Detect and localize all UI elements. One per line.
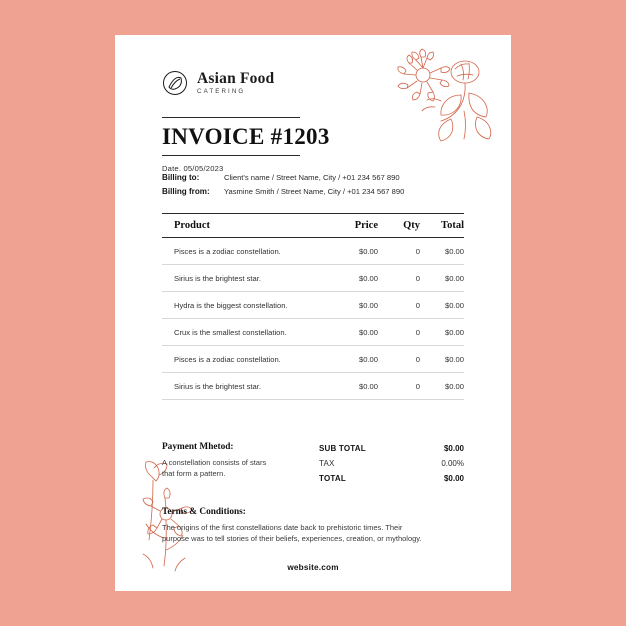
invoice-document: [115, 35, 511, 591]
tax-row: [319, 459, 464, 468]
subtotal-label: SUB TOTAL: [319, 444, 366, 453]
column-header-price: Price: [354, 220, 378, 231]
billing-section: [162, 173, 404, 201]
cell-price: $0.00: [358, 354, 378, 364]
cell-total: $0.00: [444, 327, 464, 337]
invoice-date: Date. 05/05/2023: [162, 164, 224, 173]
title-divider-bottom: [162, 155, 300, 156]
cell-product: Sirius is the brightest star.: [174, 381, 261, 391]
tax-value: 0.00%: [441, 459, 464, 468]
cell-total: $0.00: [444, 273, 464, 283]
summary-section: [162, 442, 464, 489]
terms-line2: purpose was to tell stories of their beliefs, experiences, creation, or mythology.: [162, 534, 422, 544]
cell-total: $0.00: [444, 246, 464, 256]
brand-logo: [162, 70, 274, 96]
billing-to-label: Billing to:: [162, 173, 200, 182]
cell-product: Sirius is the brightest star.: [174, 273, 261, 283]
table-row: [162, 373, 464, 400]
cell-price: $0.00: [358, 246, 378, 256]
terms-title: Terms & Conditions:: [162, 507, 246, 517]
table-header-row: [162, 213, 464, 238]
table-row: [162, 319, 464, 346]
tax-label: TAX: [319, 459, 335, 468]
cell-price: $0.00: [358, 273, 378, 283]
cell-total: $0.00: [444, 354, 464, 364]
website-link[interactable]: website.com: [287, 563, 339, 572]
terms-section: [162, 507, 464, 572]
cell-product: Pisces is a zodiac constellation.: [174, 246, 281, 256]
cell-qty: 0: [415, 246, 420, 256]
billing-to-row: [162, 173, 404, 182]
floral-decoration-top-right: [365, 47, 505, 147]
cell-qty: 0: [415, 381, 420, 391]
table-row: [162, 265, 464, 292]
total-value: $0.00: [443, 474, 464, 483]
billing-from-value: Yasmine Smith / Street Name, City / +01 234 567 890: [224, 187, 405, 196]
subtotal-row: [319, 444, 464, 453]
circle-leaf-icon: [162, 70, 188, 96]
cell-price: $0.00: [358, 381, 378, 391]
billing-to-value: Client's name / Street Name, City / +01 234 567 890: [224, 173, 400, 182]
column-header-product: Product: [174, 220, 210, 231]
table-row: [162, 346, 464, 373]
cell-total: $0.00: [444, 300, 464, 310]
terms-line1: The origins of the first constellations date back to prehistoric times. Their: [162, 523, 403, 532]
cell-product: Pisces is a zodiac constellation.: [174, 354, 281, 364]
payment-method-line2: that form a pattern.: [162, 468, 226, 478]
subtotal-value: $0.00: [443, 444, 464, 453]
cell-price: $0.00: [358, 327, 378, 337]
cell-qty: 0: [415, 273, 420, 283]
cell-price: $0.00: [358, 300, 378, 310]
cell-qty: 0: [415, 300, 420, 310]
billing-from-label: Billing from:: [162, 187, 210, 196]
total-row: [319, 474, 464, 483]
title-divider-top: [162, 117, 300, 118]
payment-method-block: [162, 442, 312, 489]
column-header-total: Total: [441, 220, 464, 231]
payment-method-line1: A constellation consists of stars: [162, 458, 267, 467]
column-header-qty: Qty: [403, 220, 420, 231]
brand-name: Asian Food: [197, 69, 275, 87]
cell-qty: 0: [415, 354, 420, 364]
cell-qty: 0: [415, 327, 420, 337]
cell-total: $0.00: [444, 381, 464, 391]
billing-from-row: [162, 187, 404, 196]
payment-method-title: Payment Mhetod:: [162, 442, 234, 452]
invoice-title-block: [162, 117, 330, 173]
total-label: TOTAL: [319, 474, 346, 483]
brand-tagline: CATERING: [197, 88, 246, 96]
invoice-number: INVOICE #1203: [162, 124, 330, 149]
items-table: [162, 213, 464, 400]
totals-block: [319, 444, 464, 489]
cell-product: Crux is the smallest constellation.: [174, 327, 287, 337]
table-row: [162, 238, 464, 265]
cell-product: Hydra is the biggest constellation.: [174, 300, 288, 310]
table-row: [162, 292, 464, 319]
